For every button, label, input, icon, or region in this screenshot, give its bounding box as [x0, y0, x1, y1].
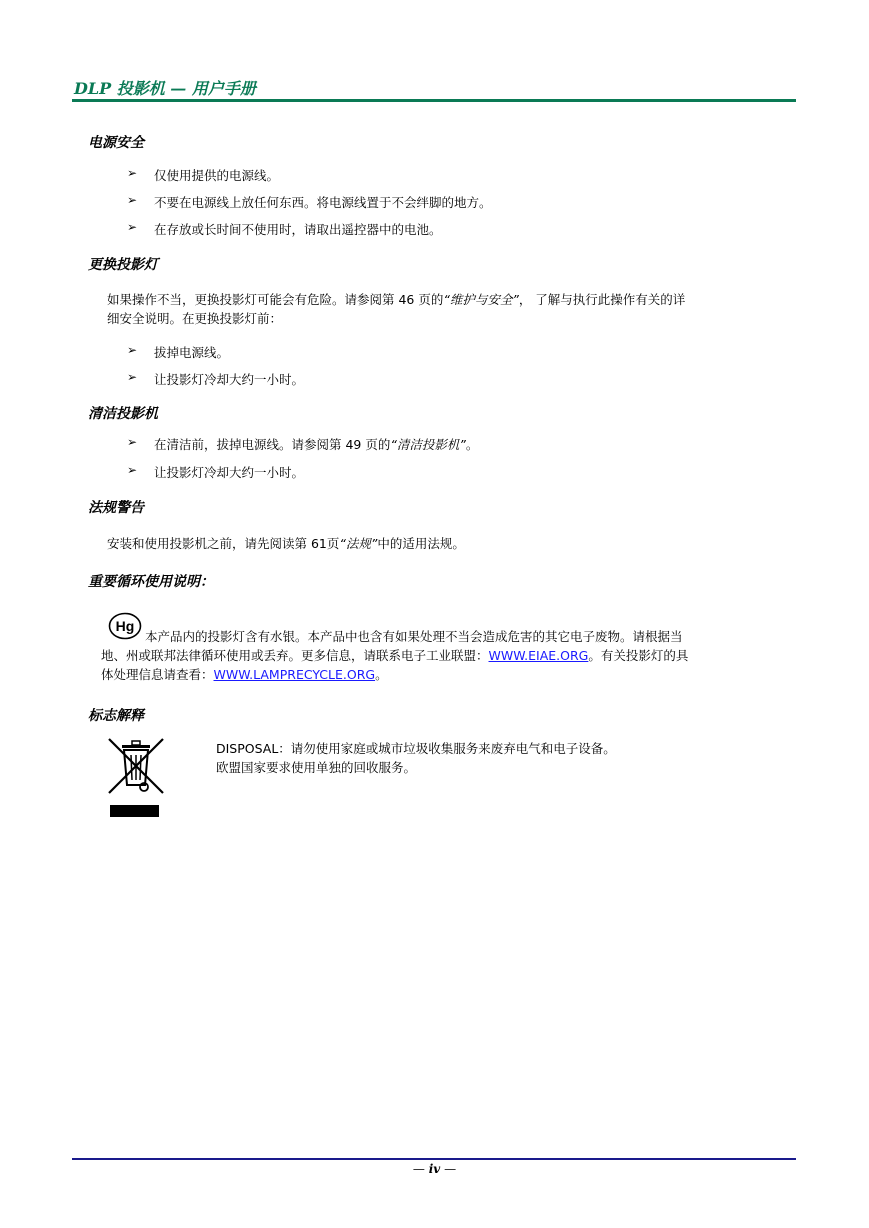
cross-reference: “法规”: [339, 536, 378, 551]
text: 在清洁前，拔掉电源线。请参阅第 49 页的: [154, 437, 391, 452]
lamp-paragraph: [107, 290, 797, 328]
list-item-text: [154, 435, 478, 453]
text: 体处理信息请查看：: [101, 667, 214, 682]
paragraph-line: [101, 646, 797, 665]
crossed-out-wheelie-bin-icon: [106, 735, 166, 819]
text: 安装和使用投影机之前，请先阅读第 61页: [107, 536, 340, 551]
list-item-text: 在存放或长时间不使用时，请取出遥控器中的电池。: [154, 222, 442, 237]
text: 地、州或联邦法律循环使用或丢弃。更多信息，请联系电子工业联盟：: [101, 648, 489, 663]
arrow-bullet-icon: ➢: [127, 343, 138, 357]
text: —: [440, 1162, 457, 1176]
list-item-text: 仅使用提供的电源线。: [154, 168, 280, 183]
paragraph-line: [107, 534, 797, 553]
lamprecycle-link[interactable]: WWW.LAMPRECYCLE.ORG: [213, 667, 376, 682]
page-header-title: DLP 投影机 — 用户手册: [74, 79, 256, 98]
disposal-text: [216, 739, 616, 777]
section-heading-regulatory: 法规警告: [88, 500, 144, 516]
section-heading-replace-lamp: 更换投影灯: [88, 257, 158, 273]
section-heading-cleaning: 清洁投影机: [88, 406, 158, 422]
paragraph-line: 欧盟国家要求使用单独的回收服务。: [216, 760, 417, 775]
list-item-text: 拔掉电源线。: [154, 345, 230, 360]
paragraph-line: DISPOSAL：请勿使用家庭或城市垃圾收集服务来废弃电气和电子设备。: [216, 741, 616, 756]
text: 。有关投影灯的具: [588, 648, 689, 663]
page-number-value: iv: [428, 1162, 441, 1176]
arrow-bullet-icon: ➢: [127, 166, 138, 180]
arrow-bullet-icon: ➢: [127, 193, 138, 207]
text: 。: [465, 437, 479, 452]
cross-reference: “清洁投影机”: [390, 437, 466, 452]
arrow-bullet-icon: ➢: [127, 435, 138, 449]
arrow-bullet-icon: ➢: [127, 463, 138, 477]
hg-label: Hg: [115, 618, 135, 634]
paragraph-line: 细安全说明。在更换投影灯前：: [107, 311, 283, 326]
regulatory-paragraph: [107, 534, 797, 553]
eiae-link[interactable]: WWW.EIAE.ORG: [488, 648, 589, 663]
list-item-text: 让投影灯冷却大约一小时。: [154, 465, 305, 480]
header-divider: [72, 99, 796, 102]
section-heading-power-safety: 电源安全: [88, 135, 144, 151]
list-item-text: 让投影灯冷却大约一小时。: [154, 372, 305, 387]
text: 。: [375, 667, 388, 682]
recycling-paragraph: [101, 627, 797, 684]
paragraph-line: [101, 665, 797, 684]
page-number: [0, 1162, 869, 1176]
text: —: [412, 1162, 429, 1176]
paragraph-line: [107, 290, 797, 309]
text: 如果操作不当，更换投影灯可能会有危险。请参阅第 46 页的: [107, 292, 444, 307]
text: ， 了解与执行此操作有关的详: [518, 292, 686, 307]
cross-reference: “维护与安全”: [443, 292, 519, 307]
list-item-text: 不要在电源线上放任何东西。将电源线置于不会绊脚的地方。: [154, 195, 492, 210]
text: 中的适用法规。: [377, 536, 465, 551]
footer-divider: [72, 1158, 796, 1160]
arrow-bullet-icon: ➢: [127, 370, 138, 384]
arrow-bullet-icon: ➢: [127, 220, 138, 234]
paragraph-line: 本产品内的投影灯含有水银。本产品中也含有如果处理不当会造成危害的其它电子废物。请根据当: [145, 629, 683, 644]
section-heading-recycling: 重要循环使用说明：: [88, 574, 214, 590]
section-heading-symbols: 标志解释: [88, 708, 144, 724]
